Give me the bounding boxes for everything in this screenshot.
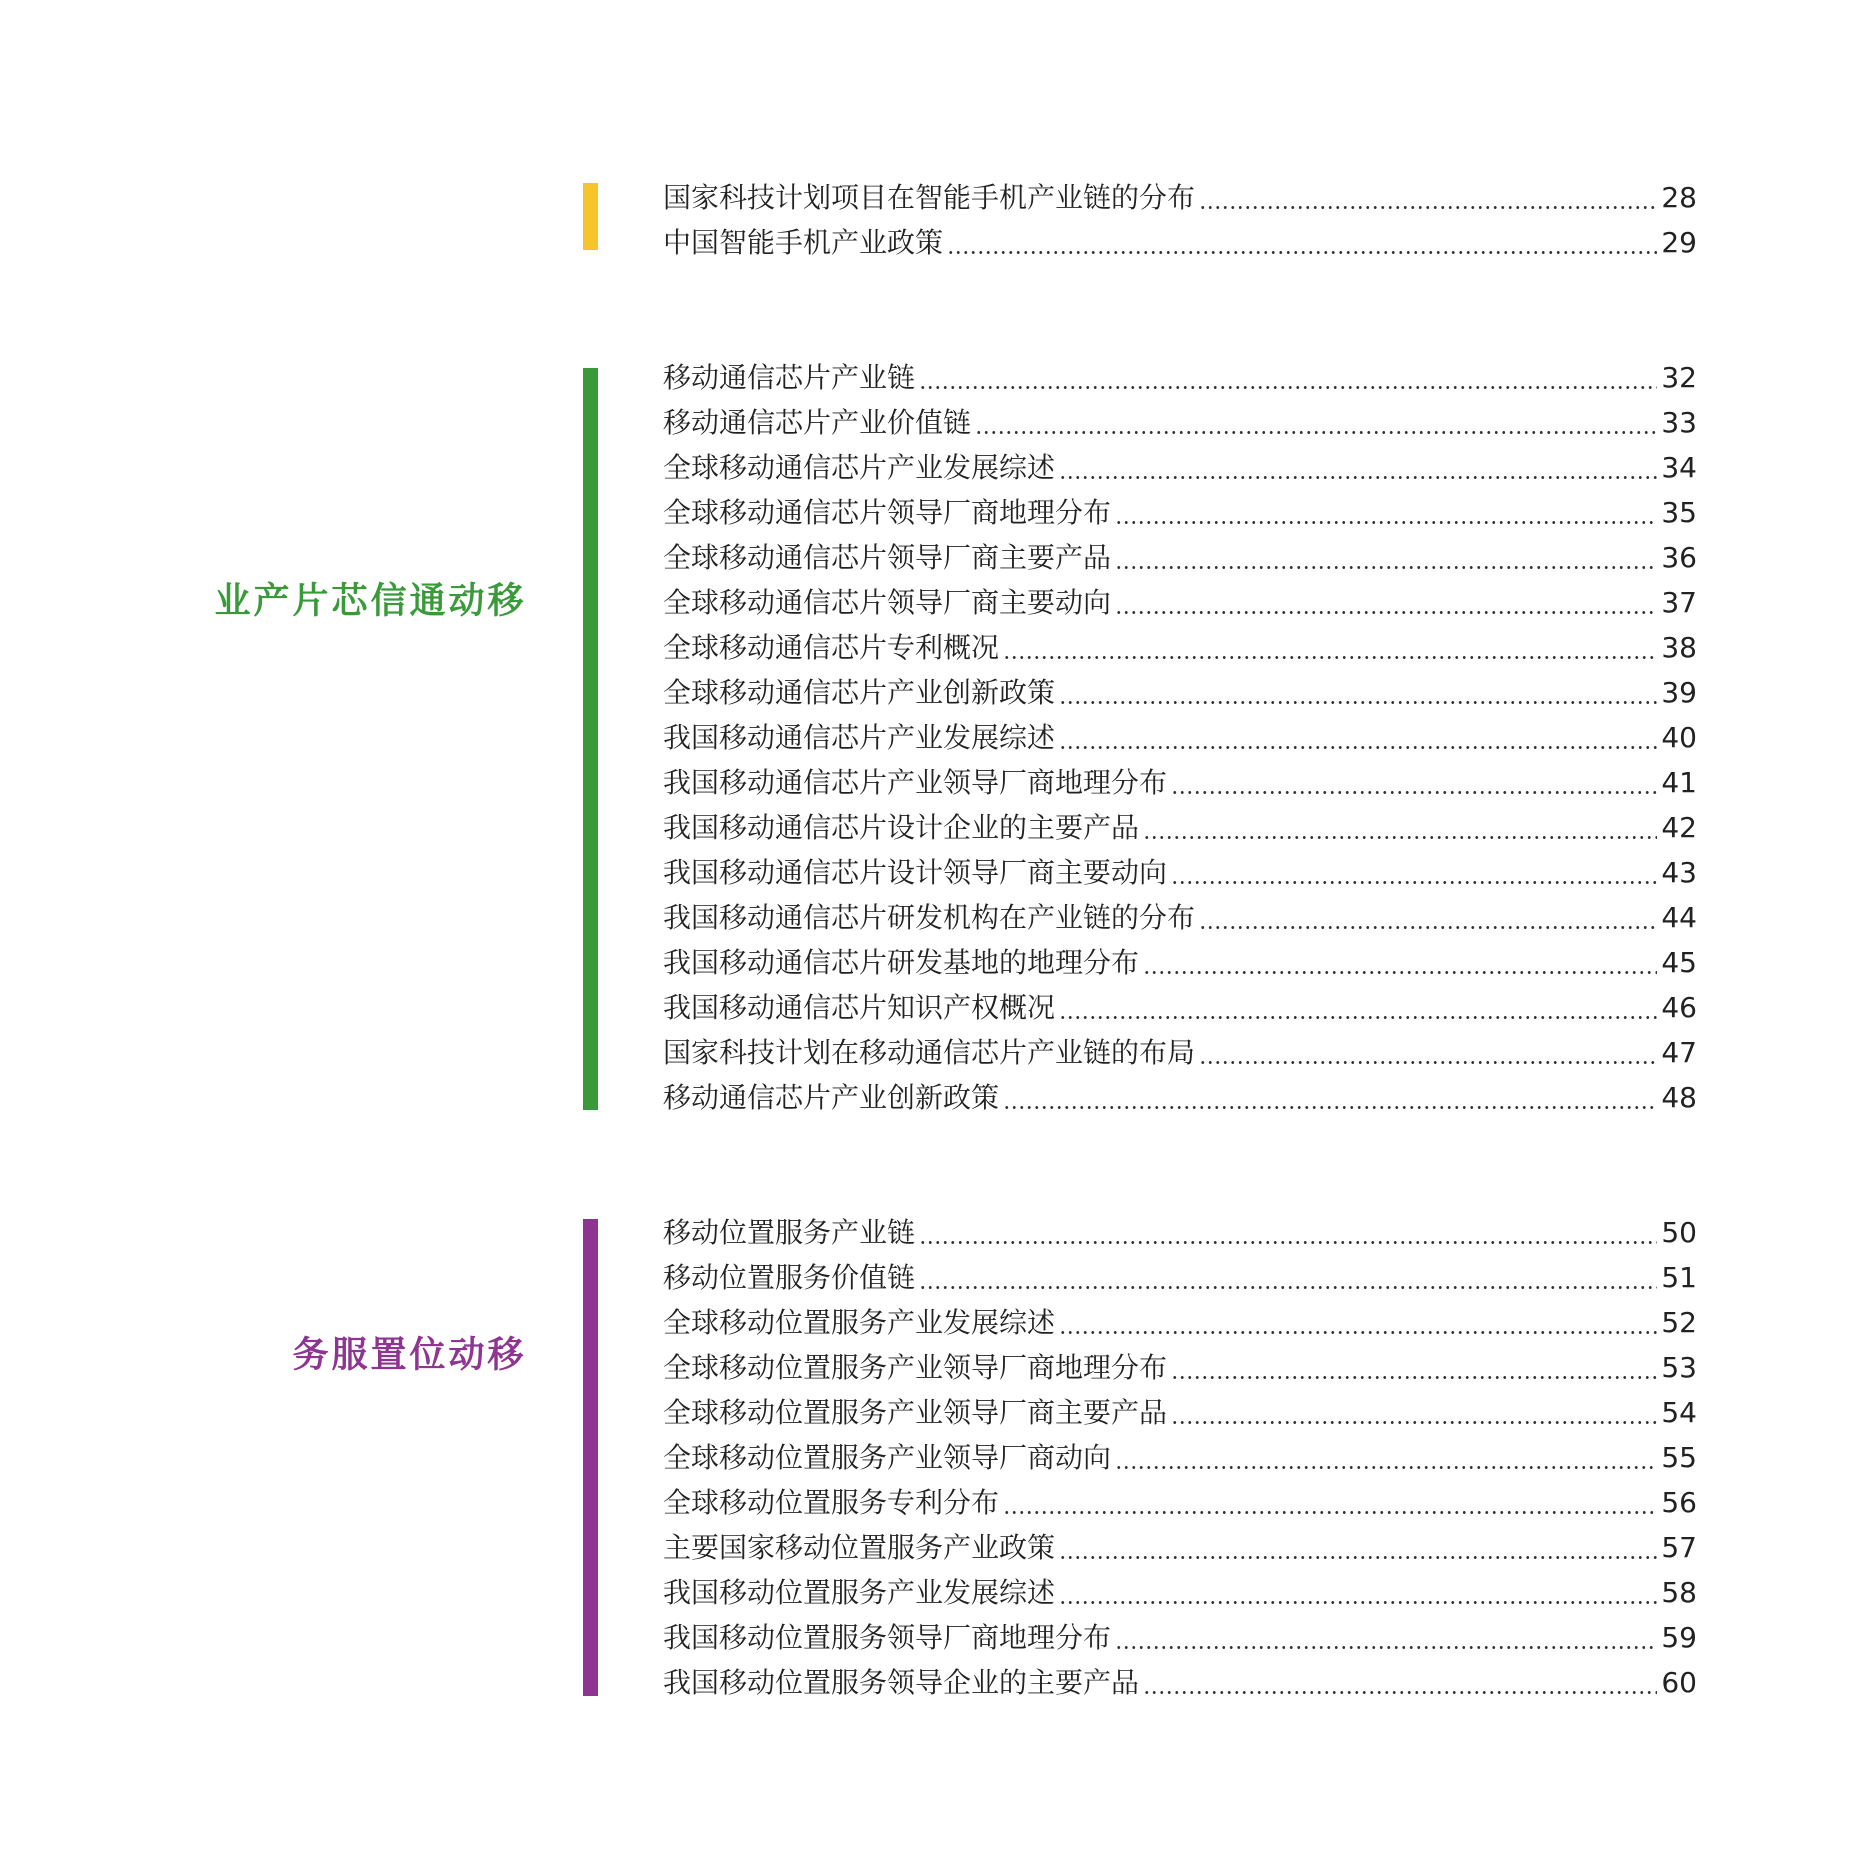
dot-leader (1171, 861, 1657, 885)
toc-entry-title: 全球移动位置服务产业领导厂商地理分布 (663, 1351, 1168, 1384)
dot-leader (1003, 636, 1657, 660)
toc-entry-page-number: 50 (1661, 1216, 1697, 1249)
toc-entry-page-number: 57 (1661, 1531, 1697, 1564)
toc-entry-page-number: 53 (1661, 1351, 1697, 1384)
toc-entry-page-number: 37 (1661, 586, 1697, 619)
toc-entry-title: 移动位置服务价值链 (663, 1261, 916, 1294)
section-vertical-title: 移动位置服务 (287, 1335, 523, 1371)
dot-leader (919, 1266, 1657, 1290)
section-color-bar (583, 1219, 598, 1696)
toc-entry[interactable] (663, 670, 1697, 715)
toc-entry-page-number: 59 (1661, 1621, 1697, 1654)
toc-entry[interactable] (663, 895, 1697, 940)
toc-entry[interactable] (663, 1615, 1697, 1660)
toc-entry[interactable] (663, 850, 1697, 895)
toc-entry-title: 我国移动通信芯片知识产权概况 (663, 991, 1056, 1024)
toc-entry[interactable] (663, 1210, 1697, 1255)
toc-entry-page-number: 58 (1661, 1576, 1697, 1609)
toc-entry-title: 国家科技计划在移动通信芯片产业链的布局 (663, 1036, 1196, 1069)
toc-entry-page-number: 46 (1661, 991, 1697, 1024)
section-color-bar (583, 183, 598, 250)
dot-leader (1059, 681, 1657, 705)
toc-entry-title: 全球移动通信芯片产业创新政策 (663, 676, 1056, 709)
dot-leader (1115, 1446, 1657, 1470)
dot-leader (1059, 1311, 1657, 1335)
dot-leader (1199, 186, 1657, 210)
dot-leader (1115, 501, 1657, 525)
dot-leader (975, 411, 1657, 435)
toc-entry[interactable] (663, 490, 1697, 535)
toc-entries (663, 175, 1697, 265)
dot-leader (1059, 996, 1657, 1020)
toc-entry-title: 全球移动位置服务产业领导厂商主要产品 (663, 1396, 1168, 1429)
toc-entry-page-number: 60 (1661, 1666, 1697, 1699)
toc-entry[interactable] (663, 715, 1697, 760)
dot-leader (1171, 1356, 1657, 1380)
toc-entry-title: 全球移动通信芯片专利概况 (663, 631, 1000, 664)
toc-entry-page-number: 43 (1661, 856, 1697, 889)
dot-leader (1143, 951, 1657, 975)
toc-entry-title: 我国移动通信芯片产业领导厂商地理分布 (663, 766, 1168, 799)
toc-entry[interactable] (663, 400, 1697, 445)
toc-entry[interactable] (663, 1660, 1697, 1705)
toc-entry-page-number: 45 (1661, 946, 1697, 979)
toc-entry-page-number: 51 (1661, 1261, 1697, 1294)
toc-entry-title: 我国移动通信芯片研发机构在产业链的分布 (663, 901, 1196, 934)
toc-entry[interactable] (663, 355, 1697, 400)
toc-entry[interactable] (663, 985, 1697, 1030)
toc-entry-title: 全球移动通信芯片领导厂商地理分布 (663, 496, 1112, 529)
toc-entry[interactable] (663, 580, 1697, 625)
toc-entry-title: 我国移动通信芯片设计领导厂商主要动向 (663, 856, 1168, 889)
toc-entry-title: 全球移动通信芯片产业发展综述 (663, 451, 1056, 484)
toc-entry-title: 中国智能手机产业政策 (663, 226, 944, 259)
toc-entry[interactable] (663, 1570, 1697, 1615)
toc-entry-title: 移动通信芯片产业价值链 (663, 406, 972, 439)
dot-leader (919, 366, 1657, 390)
toc-entry-page-number: 39 (1661, 676, 1697, 709)
toc-entry[interactable] (663, 1390, 1697, 1435)
toc-entry-title: 移动通信芯片产业创新政策 (663, 1081, 1000, 1114)
dot-leader (1003, 1491, 1657, 1515)
section-color-bar (583, 368, 598, 1110)
toc-entry-title: 我国移动通信芯片研发基地的地理分布 (663, 946, 1140, 979)
toc-entry[interactable] (663, 1345, 1697, 1390)
toc-entry[interactable] (663, 220, 1697, 265)
toc-entry-page-number: 44 (1661, 901, 1697, 934)
toc-entry[interactable] (663, 805, 1697, 850)
toc-entry-page-number: 29 (1661, 226, 1697, 259)
dot-leader (947, 231, 1657, 255)
toc-entry-page-number: 47 (1661, 1036, 1697, 1069)
toc-entry[interactable] (663, 175, 1697, 220)
toc-entry-page-number: 52 (1661, 1306, 1697, 1339)
toc-entries (663, 1210, 1697, 1705)
toc-entry-title: 全球移动通信芯片领导厂商主要产品 (663, 541, 1112, 574)
toc-entry-page-number: 36 (1661, 541, 1697, 574)
toc-entry[interactable] (663, 1480, 1697, 1525)
toc-entry-title: 国家科技计划项目在智能手机产业链的分布 (663, 181, 1196, 214)
dot-leader (1115, 1626, 1657, 1650)
dot-leader (1143, 816, 1657, 840)
dot-leader (1199, 1041, 1657, 1065)
toc-entry-page-number: 32 (1661, 361, 1697, 394)
toc-entry[interactable] (663, 445, 1697, 490)
toc-entry[interactable] (663, 940, 1697, 985)
dot-leader (1059, 1581, 1657, 1605)
toc-entry-page-number: 40 (1661, 721, 1697, 754)
toc-entry-title: 移动位置服务产业链 (663, 1216, 916, 1249)
toc-entry-page-number: 33 (1661, 406, 1697, 439)
toc-entry[interactable] (663, 1075, 1697, 1120)
toc-entry[interactable] (663, 625, 1697, 670)
dot-leader (1059, 456, 1657, 480)
toc-entry-page-number: 56 (1661, 1486, 1697, 1519)
toc-entry-page-number: 54 (1661, 1396, 1697, 1429)
toc-entry-page-number: 41 (1661, 766, 1697, 799)
toc-entry[interactable] (663, 1255, 1697, 1300)
toc-entry-title: 移动通信芯片产业链 (663, 361, 916, 394)
toc-entry-page-number: 35 (1661, 496, 1697, 529)
toc-entry-title: 我国移动通信芯片设计企业的主要产品 (663, 811, 1140, 844)
toc-entry-page-number: 42 (1661, 811, 1697, 844)
dot-leader (1171, 1401, 1657, 1425)
toc-entry-title: 我国移动位置服务领导企业的主要产品 (663, 1666, 1140, 1699)
dot-leader (1143, 1671, 1657, 1695)
toc-entry-title: 全球移动位置服务专利分布 (663, 1486, 1000, 1519)
dot-leader (1003, 1086, 1657, 1110)
toc-entry[interactable] (663, 1435, 1697, 1480)
toc-entry-page-number: 48 (1661, 1081, 1697, 1114)
toc-entry-title: 我国移动通信芯片产业发展综述 (663, 721, 1056, 754)
toc-entry[interactable] (663, 535, 1697, 580)
section-vertical-title: 移动通信芯片产业 (209, 581, 523, 617)
toc-entry-page-number: 38 (1661, 631, 1697, 664)
toc-entry-title: 全球移动位置服务产业领导厂商动向 (663, 1441, 1112, 1474)
dot-leader (919, 1221, 1657, 1245)
toc-entry-title: 我国移动位置服务领导厂商地理分布 (663, 1621, 1112, 1654)
toc-entry-title: 主要国家移动位置服务产业政策 (663, 1531, 1056, 1564)
toc-entry[interactable] (663, 1525, 1697, 1570)
toc-entry-title: 全球移动通信芯片领导厂商主要动向 (663, 586, 1112, 619)
toc-entry[interactable] (663, 1300, 1697, 1345)
toc-entry[interactable] (663, 1030, 1697, 1075)
toc-entry-page-number: 55 (1661, 1441, 1697, 1474)
dot-leader (1059, 1536, 1657, 1560)
dot-leader (1171, 771, 1657, 795)
dot-leader (1199, 906, 1657, 930)
toc-entry-title: 全球移动位置服务产业发展综述 (663, 1306, 1056, 1339)
toc-entries (663, 355, 1697, 1120)
dot-leader (1115, 591, 1657, 615)
toc-entry[interactable] (663, 760, 1697, 805)
dot-leader (1059, 726, 1657, 750)
toc-entry-page-number: 34 (1661, 451, 1697, 484)
dot-leader (1115, 546, 1657, 570)
toc-entry-page-number: 28 (1661, 181, 1697, 214)
toc-entry-title: 我国移动位置服务产业发展综述 (663, 1576, 1056, 1609)
